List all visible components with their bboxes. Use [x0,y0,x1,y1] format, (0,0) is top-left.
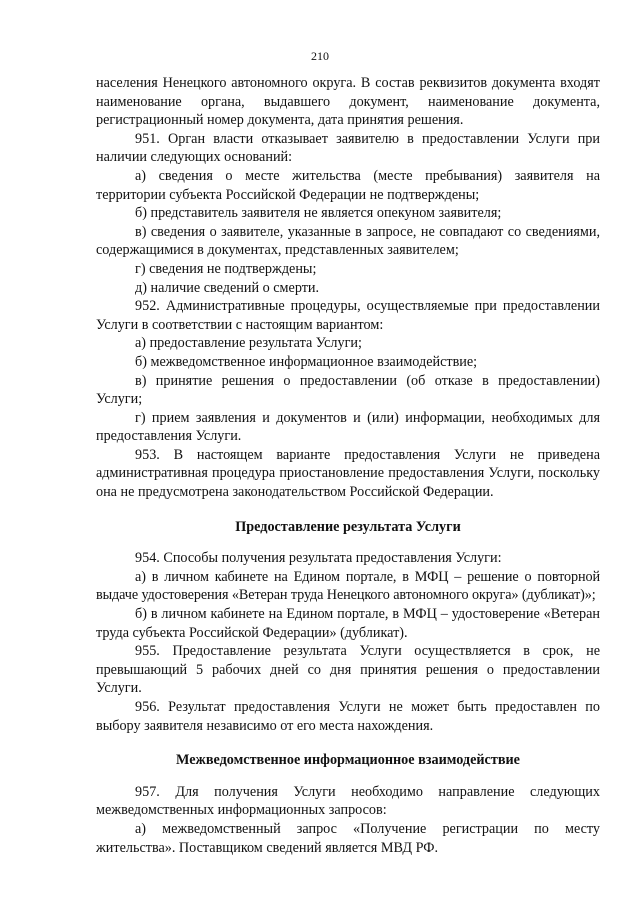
list-item: б) представитель заявителя не является опекуном заявителя; [135,205,502,222]
list-item: а) в личном кабинете на Едином портале, в МФЦ – решение о повторной выдаче удостоверения «Ветеран труда Ненецкого автономного округа» (дубликат)»; [96,568,600,604]
paragraph: 954. Способы получения результата предоставления Услуги: [135,550,502,567]
paragraph: 955. Предоставление результата Услуги осуществляется в срок, не превышающий 5 рабочих дней со дня принятия решения о предоставлении Услуги. [96,643,600,697]
list-item: в) принятие решения о предоставлении (об отказе в предоставлении) Услуги; [96,372,600,408]
list-item: д) наличие сведений о смерти. [135,279,320,296]
list-item: б) межведомственное информационное взаимодействие; [135,353,478,370]
list-item: в) сведения о заявителе, указанные в запросе, не совпадают со сведениями, содержащимися в документах, представленных заявителем; [96,223,600,259]
document-body [96,74,600,857]
paragraph: 953. В настоящем варианте предоставления Услуги не приведена административная процедура приостановление предоставления Услуги, поскольку она не предусмотрена законодательством Российской Федерации. [96,446,600,501]
list-item: а) сведения о месте жительства (месте пребывания) заявителя на территории субъекта Российской Федерации не подтверждены; [96,167,600,203]
list-item: г) сведения не подтверждены; [135,260,317,277]
paragraph: населения Ненецкого автономного округа. В состав реквизитов документа входят наименование органа, выдавшего документ, наименование документа, регистрационный номер документа, дата принятия решения. [96,75,600,129]
section-heading: Предоставление результата Услуги [235,518,461,535]
section-heading: Межведомственное информационное взаимодействие [176,752,520,769]
paragraph: 951. Орган власти отказывает заявителю в предоставлении Услуги при наличии следующих оснований: [96,130,600,166]
paragraph: 956. Результат предоставления Услуги не может быть предоставлен по выбору заявителя независимо от его места нахождения. [96,699,600,734]
list-item: а) межведомственный запрос «Получение регистрации по месту жительства». Поставщиком сведений является МВД РФ. [96,820,600,856]
list-item: б) в личном кабинете на Едином портале, в МФЦ – удостоверение «Ветеран труда субъекта Российской Федерации» (дубликат). [96,606,600,641]
paragraph: 957. Для получения Услуги необходимо направление следующих межведомственных информационных запросов: [96,783,600,819]
list-item: а) предоставление результата Услуги; [135,335,362,352]
paragraph: 952. Административные процедуры, осуществляемые при предоставлении Услуги в соответствии с настоящим вариантом: [96,298,600,333]
page-number: 210 [311,49,329,63]
list-item: г) прием заявления и документов и (или) информации, необходимых для предоставления Услуги. [96,409,600,445]
